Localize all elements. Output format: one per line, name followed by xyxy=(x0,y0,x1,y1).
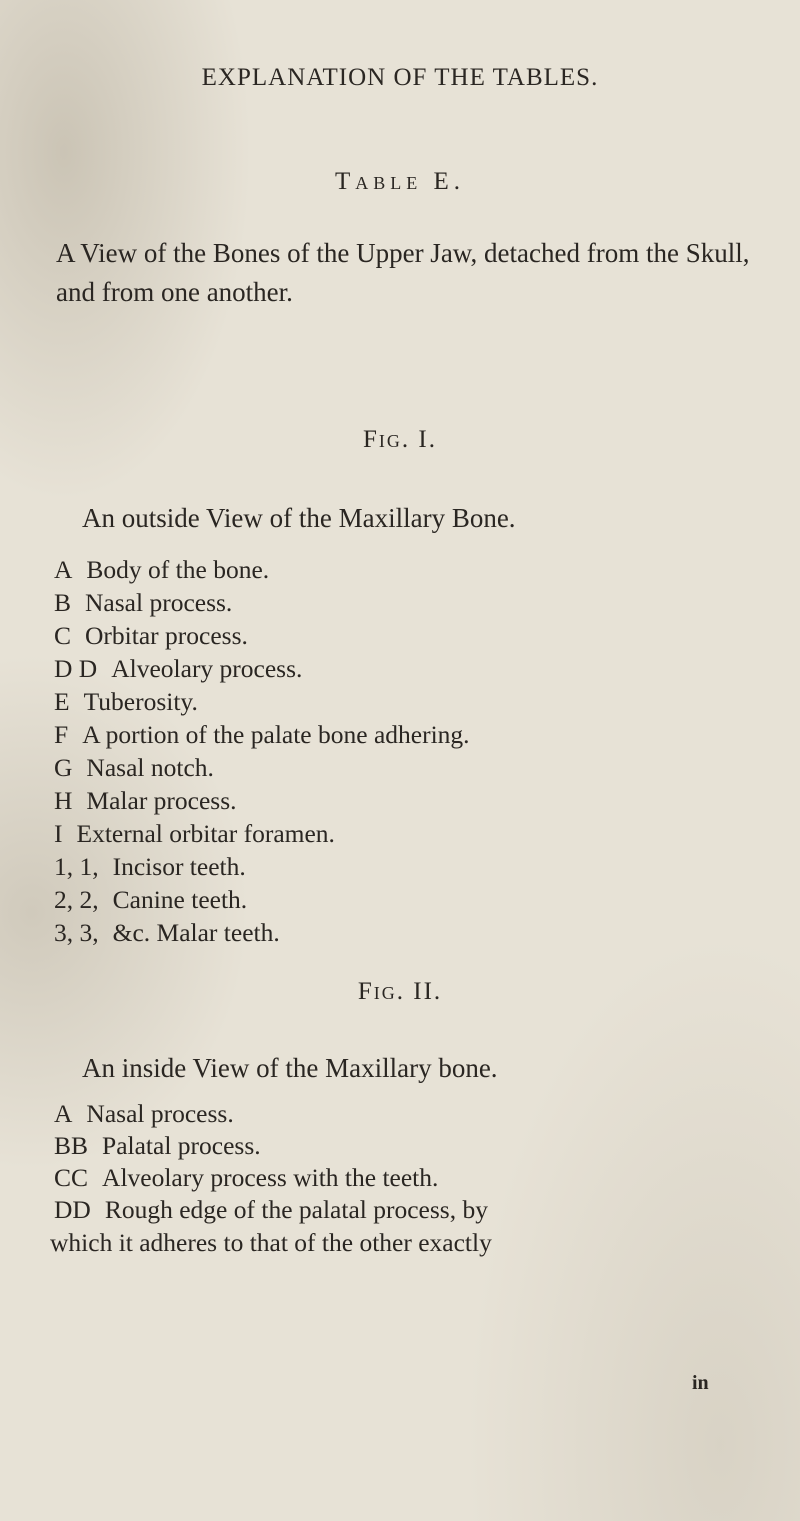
legend-item xyxy=(54,586,774,619)
fig2-continuation-line: which it adheres to that of the other exactly xyxy=(50,1228,492,1257)
legend-item xyxy=(54,1194,774,1226)
legend-text: Canine teeth. xyxy=(112,885,248,914)
legend-text: Tuberosity. xyxy=(83,687,198,716)
legend-text: Orbitar process. xyxy=(85,621,248,650)
fig2-title: Fig. II. xyxy=(357,978,443,1005)
legend-item xyxy=(54,553,774,586)
fig2-caption: An inside View of the Maxillary bone. xyxy=(82,1053,498,1083)
legend-text: Malar process. xyxy=(86,786,237,815)
legend-item xyxy=(54,1130,774,1162)
legend-item xyxy=(54,751,774,784)
fig1-legend-list xyxy=(54,553,774,949)
legend-key: E xyxy=(54,687,70,716)
legend-text: External orbitar foramen. xyxy=(76,819,335,848)
legend-item xyxy=(54,817,774,850)
legend-key: BB xyxy=(54,1131,89,1160)
legend-item xyxy=(54,1098,774,1130)
legend-item xyxy=(54,619,774,652)
legend-text: Rough edge of the palatal process, by xyxy=(104,1195,488,1224)
legend-text: A portion of the palate bone adhering. xyxy=(82,720,470,749)
fig2-legend-list xyxy=(54,1098,774,1226)
legend-key: C xyxy=(54,621,72,650)
legend-text: Nasal process. xyxy=(86,1099,234,1128)
legend-key: DD xyxy=(54,1195,91,1224)
fig1-title: Fig. I. xyxy=(363,426,437,453)
legend-item xyxy=(54,718,774,751)
running-header: EXPLANATION OF THE TABLES. xyxy=(201,64,599,91)
legend-text: Alveolary process with the teeth. xyxy=(102,1163,439,1192)
legend-key: I xyxy=(54,819,63,848)
legend-text: Palatal process. xyxy=(102,1131,261,1160)
table-title: Table E. xyxy=(334,168,466,195)
legend-key: H xyxy=(54,786,73,815)
legend-item xyxy=(54,784,774,817)
legend-text: Nasal process. xyxy=(85,588,233,617)
legend-text: &c. Malar teeth. xyxy=(112,918,280,947)
legend-key: 3, 3, xyxy=(54,918,99,947)
legend-item xyxy=(54,883,774,916)
legend-item xyxy=(54,652,774,685)
legend-key: CC xyxy=(54,1163,89,1192)
legend-key: A xyxy=(54,555,73,584)
legend-key: 1, 1, xyxy=(54,852,99,881)
legend-key: A xyxy=(54,1099,73,1128)
legend-key: G xyxy=(54,753,73,782)
intro-paragraph: A View of the Bones of the Upper Jaw, detached from the Skull, and from one another. xyxy=(56,238,750,307)
legend-item xyxy=(54,850,774,883)
legend-text: Incisor teeth. xyxy=(112,852,246,881)
legend-key: B xyxy=(54,588,72,617)
legend-text: Nasal notch. xyxy=(86,753,214,782)
catchword: in xyxy=(692,1372,709,1394)
legend-key: F xyxy=(54,720,69,749)
legend-item xyxy=(54,1162,774,1194)
legend-item xyxy=(54,685,774,718)
legend-text: Alveolary process. xyxy=(111,654,303,683)
legend-key: D D xyxy=(54,654,98,683)
fig1-caption: An outside View of the Maxillary Bone. xyxy=(82,503,516,533)
legend-key: 2, 2, xyxy=(54,885,99,914)
legend-item xyxy=(54,916,774,949)
legend-text: Body of the bone. xyxy=(86,555,270,584)
